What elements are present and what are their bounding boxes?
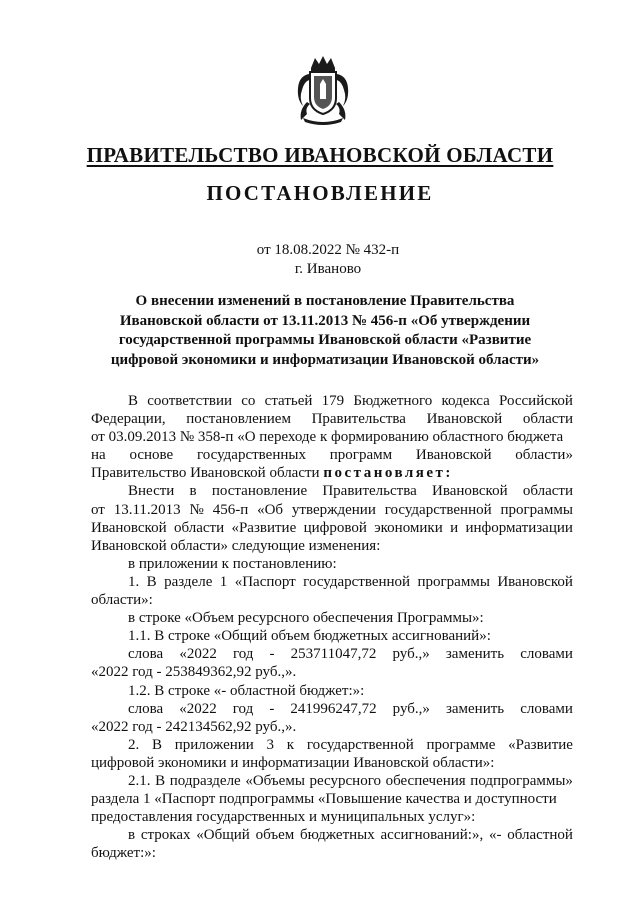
body-word: цифровой xyxy=(303,519,367,536)
body-word: В xyxy=(151,736,162,753)
body-word: руб.,» xyxy=(392,646,430,663)
body-word: словами xyxy=(520,646,573,663)
document-body xyxy=(91,392,573,862)
body-word: области xyxy=(522,483,573,500)
document-date-number: от 18.08.2022 № 432-п xyxy=(256,242,400,258)
body-word: строках xyxy=(140,827,191,844)
body-word: государственной xyxy=(306,736,414,753)
body-word: 241996247,72 xyxy=(290,700,377,717)
body-word: словами xyxy=(520,700,573,717)
body-word: слова xyxy=(128,700,164,717)
body-word: Федерации, xyxy=(91,411,166,428)
body-word: к xyxy=(286,736,295,753)
body-word: В xyxy=(128,393,139,409)
body-line xyxy=(91,482,573,500)
body-word: областной xyxy=(507,827,573,844)
body-word: 253711047,72 xyxy=(290,646,377,663)
body-line xyxy=(91,501,573,519)
body-line xyxy=(91,464,573,482)
body-word: «Объемы xyxy=(245,772,305,789)
body-word: соответствии xyxy=(147,393,233,409)
body-line xyxy=(91,700,573,718)
body-line: от 03.09.2013 № 358-п «О переходе к формированию областного бюджета xyxy=(91,429,564,446)
body-word: статьей xyxy=(264,393,313,409)
body-word: Правительства xyxy=(322,483,417,500)
body-word: постановление xyxy=(211,483,308,500)
body-word: 456-п xyxy=(212,501,249,518)
body-word: Бюджетного xyxy=(353,393,433,409)
body-word: Правительства xyxy=(311,411,406,428)
body-word: заменить xyxy=(445,700,505,717)
body-line: области»: xyxy=(91,592,153,609)
body-line xyxy=(91,772,573,790)
body-line xyxy=(91,392,573,410)
body-word: 1 xyxy=(219,573,228,590)
body-word: программы xyxy=(417,573,490,590)
resolves-word: постановляет: xyxy=(323,465,453,482)
title-line: государственной программы Ивановской области «Развитие xyxy=(118,332,532,348)
body-line xyxy=(91,573,573,591)
body-line: бюджет:»: xyxy=(91,845,156,862)
body-word: бюджетных xyxy=(300,827,375,844)
title-line: О внесении изменений в постановление Правительства xyxy=(135,293,515,309)
body-word: основе xyxy=(129,447,174,464)
body-line: предоставления государственных и муниципальных услуг»: xyxy=(91,809,476,826)
body-word: и xyxy=(450,519,459,536)
body-word: на xyxy=(91,447,106,464)
body-line xyxy=(91,410,573,428)
body-word: программы xyxy=(500,501,573,518)
body-word: утверждении xyxy=(291,501,376,518)
body-word: области xyxy=(173,519,225,536)
body-word: программе xyxy=(426,736,496,753)
body-line: цифровой экономики и информатизации Ивановской области»: xyxy=(91,754,495,771)
body-word: «- xyxy=(489,827,502,844)
title-line: цифровой экономики и информатизации Ивановской области» xyxy=(110,351,540,368)
body-word: - xyxy=(269,700,275,717)
body-word: от xyxy=(91,501,105,518)
body-word: «Общий xyxy=(196,827,250,844)
body-word: Ивановской xyxy=(426,411,503,428)
document-title xyxy=(110,292,540,370)
body-word: обеспечения xyxy=(385,772,466,789)
body-line xyxy=(91,645,573,663)
body-word: Ивановской xyxy=(497,573,573,590)
body-word: Российской xyxy=(499,393,573,409)
body-word: государственной xyxy=(384,501,492,518)
organization-name: ПРАВИТЕЛЬСТВО ИВАНОВСКОЙ ОБЛАСТИ xyxy=(86,143,554,167)
body-line xyxy=(91,736,573,754)
body-word: «Об xyxy=(257,501,284,518)
body-word: ассигнований:», xyxy=(380,827,484,844)
body-word: в xyxy=(128,827,136,844)
body-word: слова xyxy=(128,646,164,663)
body-word: программ xyxy=(329,447,393,464)
body-word: разделе xyxy=(164,573,213,590)
body-word: подразделе xyxy=(169,772,241,789)
body-word: - xyxy=(269,646,275,663)
body-word: 2.1. xyxy=(128,772,151,789)
body-line: «2022 год - 253849362,92 руб.,». xyxy=(91,664,297,681)
body-word: со xyxy=(241,393,256,409)
body-word: заменить xyxy=(445,646,505,663)
body-word: «Развитие xyxy=(231,519,297,536)
body-line: в приложении к постановлению: xyxy=(128,555,337,572)
body-word: экономики xyxy=(374,519,443,536)
body-word: в xyxy=(189,483,197,500)
body-word: объем xyxy=(255,827,295,844)
body-word: 1. xyxy=(128,573,140,590)
body-word: Ивановской xyxy=(415,447,492,464)
body-line: 1.1. В строке «Общий объем бюджетных ассигнований»: xyxy=(128,628,491,645)
body-word: государственной xyxy=(303,573,411,590)
body-word: информатизации xyxy=(465,519,573,536)
body-word: ресурсного xyxy=(309,772,381,789)
body-word: 3 xyxy=(266,736,275,753)
body-word: 179 xyxy=(321,393,345,409)
body-word: Внести xyxy=(128,483,175,500)
body-word: подпрограммы» xyxy=(470,772,573,789)
body-line xyxy=(91,446,573,464)
body-word: постановлением xyxy=(186,411,291,428)
body-word: № xyxy=(189,501,204,518)
body-line xyxy=(91,826,573,844)
body-line: «2022 год - 242134562,92 руб.,». xyxy=(91,718,297,735)
body-word: 13.11.2013 xyxy=(113,501,181,518)
document-city: г. Иваново xyxy=(294,261,362,277)
body-word: Ивановской xyxy=(431,483,508,500)
document-type: ПОСТАНОВЛЕНИЕ xyxy=(206,181,434,205)
body-word: кодекса xyxy=(441,393,490,409)
coat-of-arms-icon xyxy=(293,54,353,126)
body-word: «2022 xyxy=(179,646,217,663)
body-text: Правительство Ивановской области xyxy=(91,465,324,482)
body-line xyxy=(91,519,573,537)
body-word: Ивановской xyxy=(91,519,167,536)
body-word: В xyxy=(146,573,157,590)
body-word: год xyxy=(232,700,254,717)
body-word: области» xyxy=(515,447,573,464)
body-word: «Развитие xyxy=(508,736,573,753)
coat-of-arms-emblem xyxy=(293,54,353,126)
body-line: Ивановской области» следующие изменения: xyxy=(91,537,381,554)
body-word: руб.,» xyxy=(392,700,430,717)
body-word: год xyxy=(232,646,254,663)
body-word: приложении xyxy=(174,736,254,753)
body-word: области xyxy=(522,411,573,428)
body-word: 2. xyxy=(128,736,140,753)
body-line: раздела 1 «Паспорт подпрограммы «Повышение качества и доступности xyxy=(91,791,557,808)
body-word: «Паспорт xyxy=(234,573,296,590)
body-word: государственных xyxy=(197,447,306,464)
body-line: в строке «Объем ресурсного обеспечения Программы»: xyxy=(128,610,484,627)
title-line: Ивановской области от 13.11.2013 № 456-п «Об утверждении xyxy=(119,312,531,329)
body-word: «2022 xyxy=(179,700,217,717)
body-line: 1.2. В строке «- областной бюджет:»: xyxy=(128,682,365,699)
body-word: В xyxy=(155,772,166,789)
